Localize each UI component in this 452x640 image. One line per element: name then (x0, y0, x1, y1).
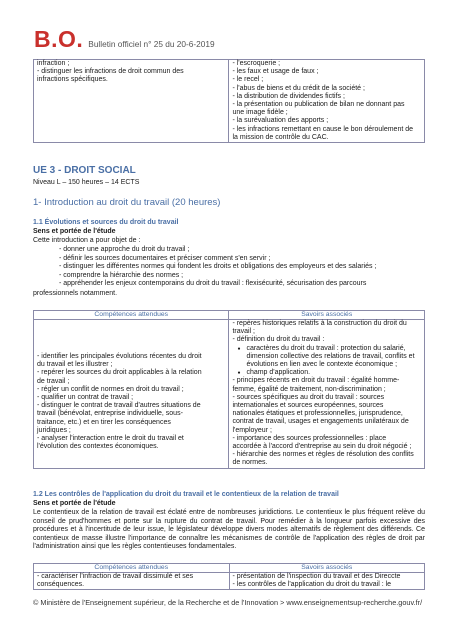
list-item: - donner une approche du droit du travail ; (59, 246, 190, 253)
table-line: l'évolution des contextes économiques. (37, 443, 159, 451)
column-header: Compétences attendues (34, 564, 230, 573)
table-line: - principes récents en droit du travail : égalité homme- (232, 377, 400, 385)
table-line: internationales et sources européennes, sources (232, 402, 384, 410)
header (34, 27, 215, 51)
top-continuation-table (33, 59, 425, 143)
column-header: Compétences attendues (34, 311, 229, 320)
subsection-title: 1.1 Évolutions et sources du droit du travail (33, 219, 179, 226)
footer-copyright: © Ministère de l'Enseignement supérieur, de la Recherche et de l'Innovation > www.enseignementsup-recherche.gouv.fr/ (33, 598, 423, 607)
bullet-item: ● caractères du droit du travail : protection du salarié, dimension collective des relations de travail, conflits et évolutions en lien avec le contexte économique ; (232, 345, 421, 370)
table-line: traitance, etc.) et en tirer les conséquences (37, 418, 171, 426)
table-line: - l'escroquerie ; (232, 60, 281, 67)
table-line: - qualifier un contrat de travail ; (37, 394, 134, 402)
table-line: - distinguer les infractions de droit commun des (37, 68, 184, 76)
table-line: infraction ; (37, 60, 70, 67)
table-line: - les faux et usage de faux ; (232, 68, 319, 76)
table-line: - les contrôles de l'application du droit du travail : le (232, 581, 392, 589)
bottom-right-cell (229, 573, 424, 590)
table-line: - présentation de l'inspection du travail et des Direccte (232, 573, 401, 580)
table-line: contrat de travail, usages et engagements unilatéraux de (232, 418, 409, 426)
table-line: - la présentation ou publication de bilan ne donnant pas (232, 101, 405, 109)
table-line: de travail ; (37, 377, 70, 385)
column-header: Savoirs associés (229, 564, 424, 573)
table-line: - sources spécifiques au droit du travail : sources (232, 393, 385, 401)
table-line: - régler un conflit de normes en droit du travail ; (37, 385, 184, 393)
contentieux-paragraph: Le contentieux de la relation de travail est éclaté entre de nombreuses juridictions. Le contentieux le plus fréquent relève du conseil de prud'hommes et porte sur la rupture du contrat de travail. Pour remédier à la longueur parfois excessive des procédures et à l'incertitude de leur issue, le législateur développe divers modes alternatifs de règlement des différends. Ce contentieux de masse illustre l'importance de connaître les mécanismes de contrôle de l'application des règles de droit par l'administration ainsi que les règles contentieuses fondamentales. (33, 509, 425, 551)
subsection-title: 1.2 Les contrôles de l'application du droit du travail et le contentieux de la relation de travail (33, 491, 339, 498)
table-line: - le recel ; (232, 76, 264, 84)
table-line: - repères historiques relatifs à la construction du droit du (232, 320, 407, 327)
list-item: - appréhender les enjeux contemporains du droit du travail : flexisécurité, sécurisation des parcours (59, 280, 367, 288)
list-continuation: professionnels notamment. (33, 290, 118, 297)
ue-title: UE 3 - DROIT SOCIAL (33, 165, 136, 176)
bottom-left-cell (34, 573, 230, 590)
sens-portee-heading: Sens et portée de l'étude (33, 500, 116, 507)
table-line: - importance des sources professionnelles : place (232, 434, 387, 442)
table-line: - distinguer le contrat de travail d'autres situations de (37, 402, 201, 410)
table-line: l'employeur ; (232, 426, 272, 434)
skills-right-cell (229, 320, 425, 469)
sens-portee-heading: Sens et portée de l'étude (33, 228, 116, 235)
table-line: - identifier les principales évolutions récentes du droit (37, 353, 202, 360)
top-table-right-cell (229, 60, 425, 143)
objectives-list (59, 246, 425, 289)
column-header: Savoirs associés (229, 311, 425, 320)
table-line: travail ; (232, 328, 255, 336)
bullet-item: ● champ d'application. (232, 369, 421, 377)
skills-table (33, 310, 425, 469)
section-title: 1- Introduction au droit du travail (20 heures) (33, 197, 221, 208)
list-item: - comprendre la hiérarchie des normes ; (59, 271, 184, 279)
table-line: travail (bénévolat, entreprise individuelle, sous- (37, 410, 183, 418)
table-line: accordée à l'accord d'entreprise au sein du droit négocié ; (232, 443, 412, 451)
bulletin-reference: Bulletin officiel n° 25 du 20-6-2019 (88, 39, 215, 49)
table-line: nationales étatiques et professionnelles, jurisprudence, (232, 410, 403, 418)
table-line: de normes. (232, 459, 268, 467)
ue-subtitle: Niveau L – 150 heures – 14 ECTS (33, 179, 140, 186)
intro-text: Cette introduction a pour objet de : (33, 237, 141, 244)
table-line: la mission de contrôle du CAC. (232, 133, 329, 141)
list-item: - distinguer les différentes normes qui fondent les droits et obligations des employeurs et des salariés ; (59, 263, 377, 271)
list-item: - définir les sources documentaires et préciser comment s'en servir ; (59, 254, 271, 262)
table-line: - repérer les sources du droit applicables à la relation (37, 369, 202, 377)
table-line: - hiérarchie des normes et règles de résolution des conflits (232, 451, 414, 459)
bottom-skills-table (33, 563, 425, 590)
skills-left-cell (34, 320, 229, 469)
table-line: - définition du droit du travail : (232, 336, 325, 344)
table-line: juridiques ; (37, 426, 71, 434)
table-line: - la distribution de dividendes fictifs ; (232, 92, 345, 100)
table-line: - analyser l'interaction entre le droit du travail et (37, 435, 184, 443)
table-line: - l'abus de biens et du crédit de la société ; (232, 84, 365, 92)
top-table-left-cell (34, 60, 229, 143)
table-line: - caractériser l'infraction de travail dissimulé et ses (37, 573, 194, 580)
table-line: femme, égalité de traitement, non-discrimination ; (232, 385, 386, 393)
table-line: une image fidèle ; (232, 109, 288, 117)
table-line: conséquences. (37, 581, 85, 589)
table-line: infractions spécifiques. (37, 76, 108, 84)
table-line: du travail et les illustrer ; (37, 361, 113, 369)
table-line: - les infractions remettant en cause le bon déroulement de (232, 125, 414, 133)
bo-logo: B.O. (34, 26, 84, 52)
table-line: - la surévaluation des apports ; (232, 117, 329, 125)
